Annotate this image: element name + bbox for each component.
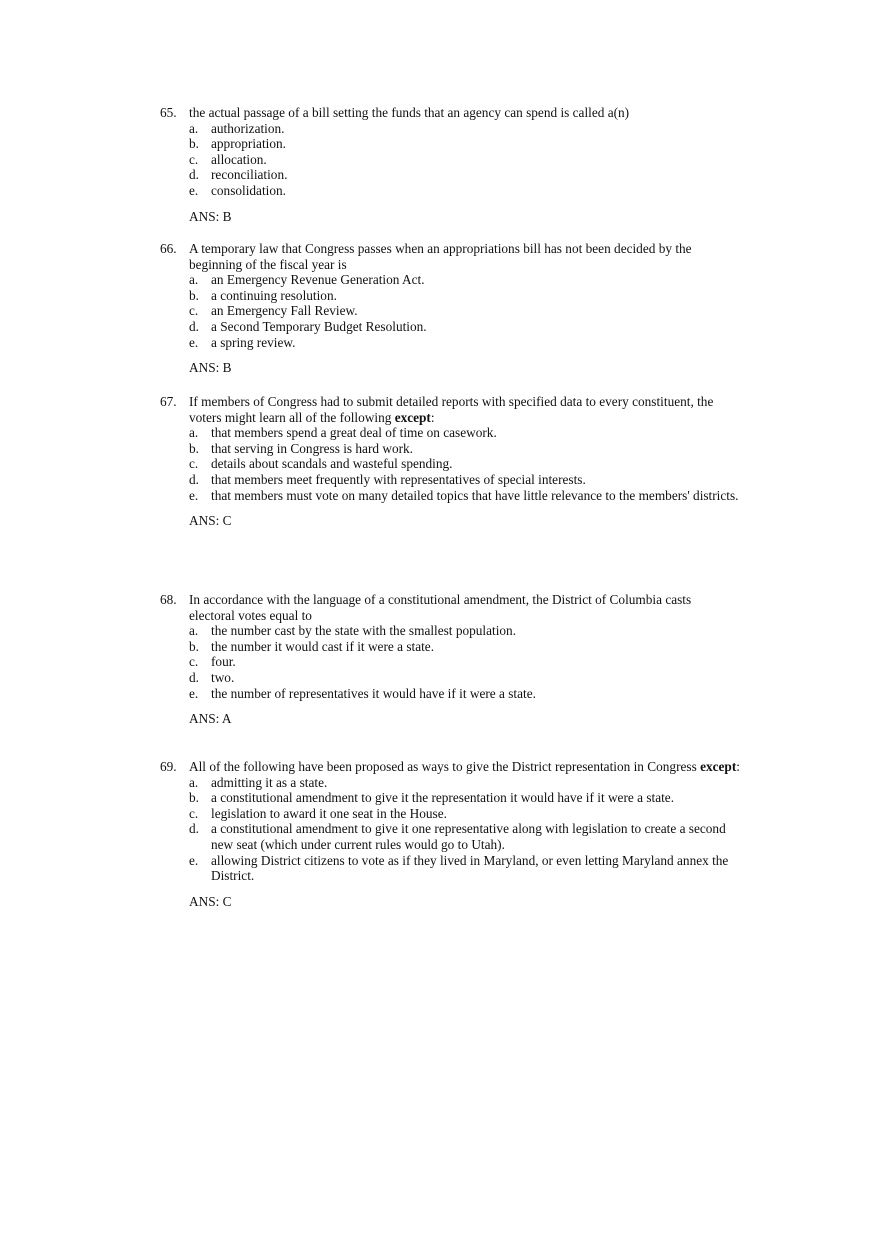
question-number: 68. <box>160 592 177 607</box>
answer-option <box>189 319 740 335</box>
option-text: two. <box>211 669 235 685</box>
option-letter: d. <box>189 471 199 487</box>
question-text-part: the actual passage of a bill setting the funds that an agency can spend is called a(n) <box>189 105 630 120</box>
answer-option <box>189 152 740 168</box>
option-letter: b. <box>189 287 199 303</box>
question-67 <box>160 394 740 529</box>
option-text: admitting it as a state. <box>211 774 328 790</box>
answer-option <box>189 488 740 504</box>
answer-option <box>189 623 740 639</box>
question-text-part: In accordance with the language of a constitutional amendment, the District of Columbia casts electoral votes equal to <box>189 592 692 623</box>
answer-option <box>189 670 740 686</box>
option-letter: b. <box>189 440 199 456</box>
answer-option <box>189 472 740 488</box>
answer-key: ANS: B <box>189 360 232 376</box>
answer-option <box>189 821 740 852</box>
answer-option <box>189 853 740 884</box>
question-text <box>189 105 740 121</box>
question-text-part: A temporary law that Congress passes when an appropriations bill has not been decided by the beginning of the fiscal year is <box>189 241 692 272</box>
question-stem <box>160 394 740 425</box>
question-stem <box>160 592 740 623</box>
answer-option <box>189 288 740 304</box>
question-number: 65. <box>160 105 177 120</box>
option-text: a Second Temporary Budget Resolution. <box>211 318 427 334</box>
option-text: details about scandals and wasteful spending. <box>211 456 453 472</box>
option-letter: a. <box>189 272 199 288</box>
question-text-part: : <box>736 759 740 774</box>
option-text: a constitutional amendment to give it one representative along with legislation to create a second new seat (which under current rules would go to Utah). <box>211 821 726 852</box>
option-letter: a. <box>189 623 199 639</box>
option-letter: d. <box>189 821 199 837</box>
answer-option <box>189 272 740 288</box>
option-text: allocation. <box>211 151 267 167</box>
option-letter: c. <box>189 151 199 167</box>
question-stem <box>160 241 740 272</box>
question-66 <box>160 241 740 376</box>
option-text: that serving in Congress is hard work. <box>211 440 414 456</box>
question-number: 69. <box>160 759 177 774</box>
question-text <box>189 592 740 623</box>
option-text: legislation to award it one seat in the House. <box>211 805 447 821</box>
answer-option <box>189 686 740 702</box>
option-letter: a. <box>189 425 199 441</box>
option-text: that members must vote on many detailed topics that have little relevance to the members' districts. <box>211 487 739 503</box>
answer-option <box>189 456 740 472</box>
option-letter: b. <box>189 638 199 654</box>
option-text: a constitutional amendment to give it the representation it would have if it were a state. <box>211 790 675 806</box>
option-letter: a. <box>189 774 199 790</box>
option-text: the number of representatives it would have if it were a state. <box>211 685 536 701</box>
option-letter: d. <box>189 167 199 183</box>
answer-option <box>189 167 740 183</box>
option-text: authorization. <box>211 120 285 136</box>
question-text-part: All of the following have been proposed as ways to give the District representation in Congress <box>189 759 701 774</box>
question-68 <box>160 592 740 727</box>
answer-option <box>189 654 740 670</box>
answer-option <box>189 806 740 822</box>
option-letter: e. <box>189 487 199 503</box>
option-letter: e. <box>189 685 199 701</box>
option-letter: d. <box>189 669 199 685</box>
question-stem <box>160 105 740 121</box>
option-letter: c. <box>189 654 199 670</box>
emphasis-text: except <box>700 759 737 774</box>
answer-option <box>189 775 740 791</box>
question-number: 67. <box>160 394 177 409</box>
answer-option <box>189 790 740 806</box>
answer-option <box>189 441 740 457</box>
question-text-part: If members of Congress had to submit detailed reports with specified data to every constituent, the voters might learn all of the following <box>189 394 714 425</box>
answer-key: ANS: C <box>189 893 232 909</box>
option-letter: d. <box>189 318 199 334</box>
option-text: a continuing resolution. <box>211 287 337 303</box>
option-text: an Emergency Fall Review. <box>211 303 358 319</box>
option-letter: b. <box>189 790 199 806</box>
option-letter: b. <box>189 136 199 152</box>
question-text-part: : <box>430 409 435 425</box>
option-letter: e. <box>189 182 199 198</box>
answer-option <box>189 121 740 137</box>
question-69 <box>160 759 740 909</box>
option-letter: c. <box>189 456 199 472</box>
answer-option <box>189 639 740 655</box>
answer-option <box>189 335 740 351</box>
option-text: that members spend a great deal of time on casework. <box>211 425 497 441</box>
option-letter: e. <box>189 852 199 868</box>
option-letter: a. <box>189 120 199 136</box>
option-text: the number it would cast if it were a state. <box>211 638 435 654</box>
question-text <box>189 241 740 272</box>
question-65 <box>160 105 740 224</box>
answer-key: ANS: A <box>189 711 232 727</box>
option-letter: e. <box>189 334 199 350</box>
question-text <box>189 759 740 775</box>
option-text: the number cast by the state with the smallest population. <box>211 623 517 639</box>
answer-option <box>189 425 740 441</box>
option-text: consolidation. <box>211 182 286 198</box>
answer-key: ANS: C <box>189 513 232 529</box>
option-letter: c. <box>189 303 199 319</box>
answer-option <box>189 136 740 152</box>
question-text <box>189 394 740 425</box>
answer-option <box>189 183 740 199</box>
option-text: an Emergency Revenue Generation Act. <box>211 272 425 288</box>
option-text: appropriation. <box>211 136 286 152</box>
option-text: allowing District citizens to vote as if they lived in Maryland, or even letting Maryland annex the District. <box>211 852 729 884</box>
answer-key: ANS: B <box>189 208 232 224</box>
option-text: a spring review. <box>211 334 296 350</box>
answer-option <box>189 303 740 319</box>
question-number: 66. <box>160 241 177 256</box>
emphasis-text: except <box>394 409 431 425</box>
option-text: four. <box>211 654 236 670</box>
option-text: reconciliation. <box>211 167 288 183</box>
question-stem <box>160 759 740 775</box>
option-letter: c. <box>189 805 199 821</box>
option-text: that members meet frequently with representatives of special interests. <box>211 471 586 487</box>
